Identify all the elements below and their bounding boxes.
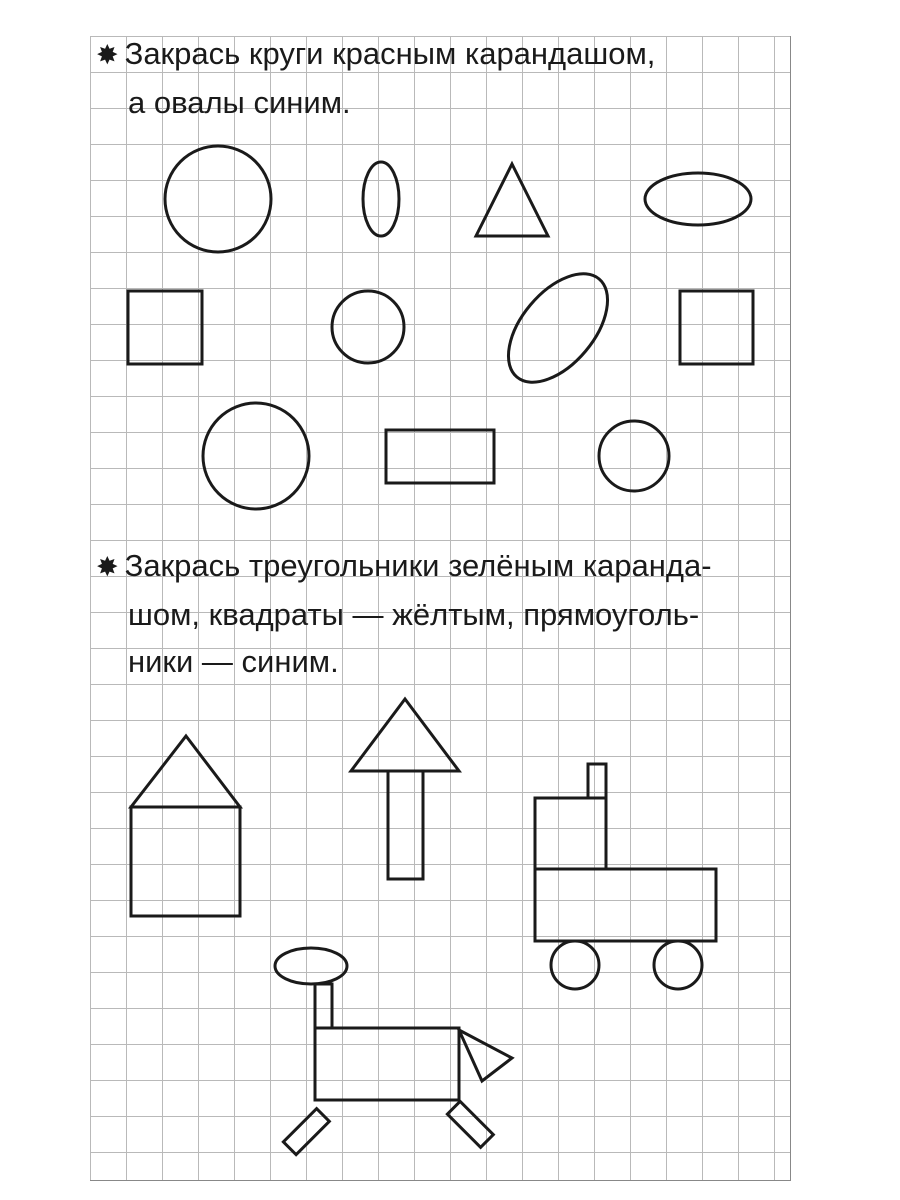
task-2-line-2: шом, квадраты — жёлтым, прямоуголь- — [128, 597, 700, 632]
circle-shape[interactable] — [332, 291, 404, 363]
circle-shape[interactable] — [599, 421, 669, 491]
triangle-shape[interactable] — [459, 1030, 512, 1081]
square-shape[interactable] — [535, 798, 606, 869]
rectangle-shape[interactable] — [535, 869, 716, 941]
rectangle-shape[interactable] — [386, 430, 494, 483]
circle-shape[interactable] — [203, 403, 309, 509]
task-2-line-1: Закрась треугольники зелёным каранда- — [124, 548, 712, 583]
square-shape[interactable] — [680, 291, 753, 364]
rectangle-shape[interactable] — [283, 1109, 329, 1155]
horse-figure — [275, 948, 512, 1155]
train-figure — [535, 764, 716, 989]
task-1-shapes — [128, 146, 753, 509]
rectangle-shape[interactable] — [447, 1101, 493, 1147]
oval-shape[interactable] — [645, 173, 751, 225]
house-figure — [131, 736, 240, 916]
circle-shape[interactable] — [654, 941, 702, 989]
square-shape[interactable] — [128, 291, 202, 364]
circle-shape[interactable] — [551, 941, 599, 989]
oval-shape[interactable] — [275, 948, 347, 984]
oval-shape[interactable] — [363, 162, 399, 236]
circle-shape[interactable] — [165, 146, 271, 252]
arrow-figure — [351, 699, 459, 879]
task-2-line-3: ники — синим. — [128, 644, 339, 679]
triangle-shape[interactable] — [476, 164, 548, 236]
triangle-shape[interactable] — [351, 699, 459, 771]
triangle-shape[interactable] — [131, 736, 240, 807]
rectangle-shape[interactable] — [315, 1028, 459, 1100]
task-1-line-2: а овалы синим. — [128, 85, 351, 120]
task-1-line-1: Закрась круги красным карандашом, — [124, 36, 656, 71]
star-icon: ✸ — [96, 40, 119, 70]
star-icon: ✸ — [96, 552, 119, 582]
oval-shape[interactable] — [489, 256, 626, 400]
rectangle-shape[interactable] — [315, 984, 332, 1028]
square-shape[interactable] — [131, 807, 240, 916]
rectangle-shape[interactable] — [388, 771, 423, 879]
rectangle-shape[interactable] — [588, 764, 606, 798]
